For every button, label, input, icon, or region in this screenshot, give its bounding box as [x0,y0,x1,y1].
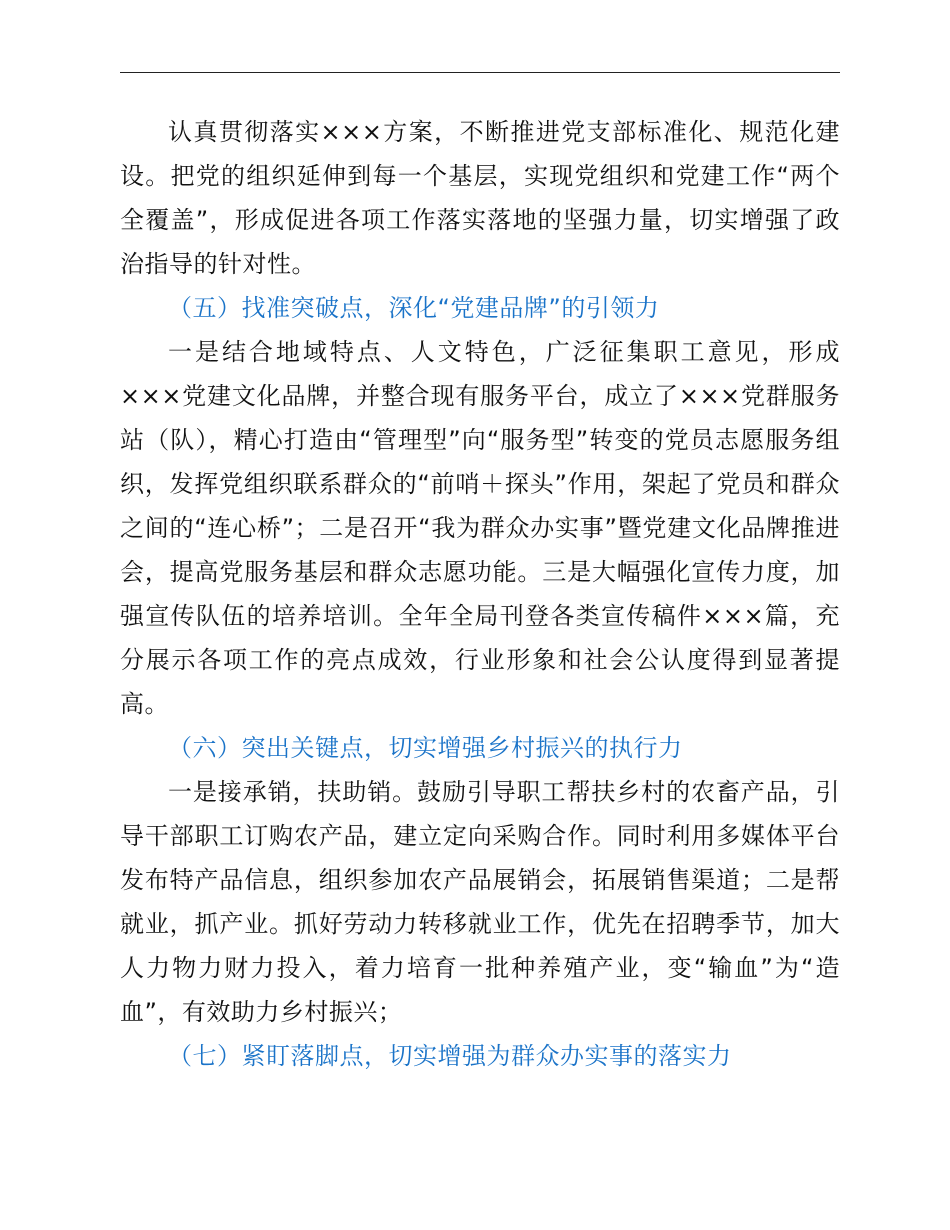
section-heading-6: （六）突出关键点，切实增强乡村振兴的执行力 [168,734,683,762]
body-paragraph-3: 一是接承销，扶助销。鼓励引导职工帮扶乡村的农畜产品，引导干部职工订购农产品，建立定向采购合作。同时利用多媒体平台发布特产品信息，组织参加农产品展销会，拓展销售渠道；二是帮就业，抓产业。抓好劳动力转移就业工作，优先在招聘季节，加大人力物力财力投入，着力培育一批种养殖产业，变“输血”为“造血”，有效助力乡村振兴； [120,778,840,1026]
section-heading-7: （七）紧盯落脚点，切实增强为群众办实事的落实力 [168,1042,732,1070]
header-rule [120,72,840,73]
section-heading-5: （五）找准突破点，深化“党建品牌”的引领力 [168,294,660,322]
body-paragraph-2: 一是结合地域特点、人文特色，广泛征集职工意见，形成×××党建文化品牌，并整合现有服务平台，成立了×××党群服务站（队），精心打造由“管理型”向“服务型”转变的党员志愿服务组织，发挥党组织联系群众的“前哨＋探头”作用，架起了党员和群众之间的“连心桥”；二是召开“我为群众办实事”暨党建文化品牌推进会，提高党服务基层和群众志愿功能。三是大幅强化宣传力度，加强宣传队伍的培养培训。全年全局刊登各类宣传稿件×××篇，充分展示各项工作的亮点成效，行业形象和社会公认度得到显著提高。 [120,338,840,718]
document-body [120,110,840,1078]
body-paragraph-1: 认真贯彻落实×××方案，不断推进党支部标准化、规范化建设。把党的组织延伸到每一个基层，实现党组织和党建工作“两个全覆盖”，形成促进各项工作落实落地的坚强力量，切实增强了政治指导的针对性。 [120,118,840,278]
